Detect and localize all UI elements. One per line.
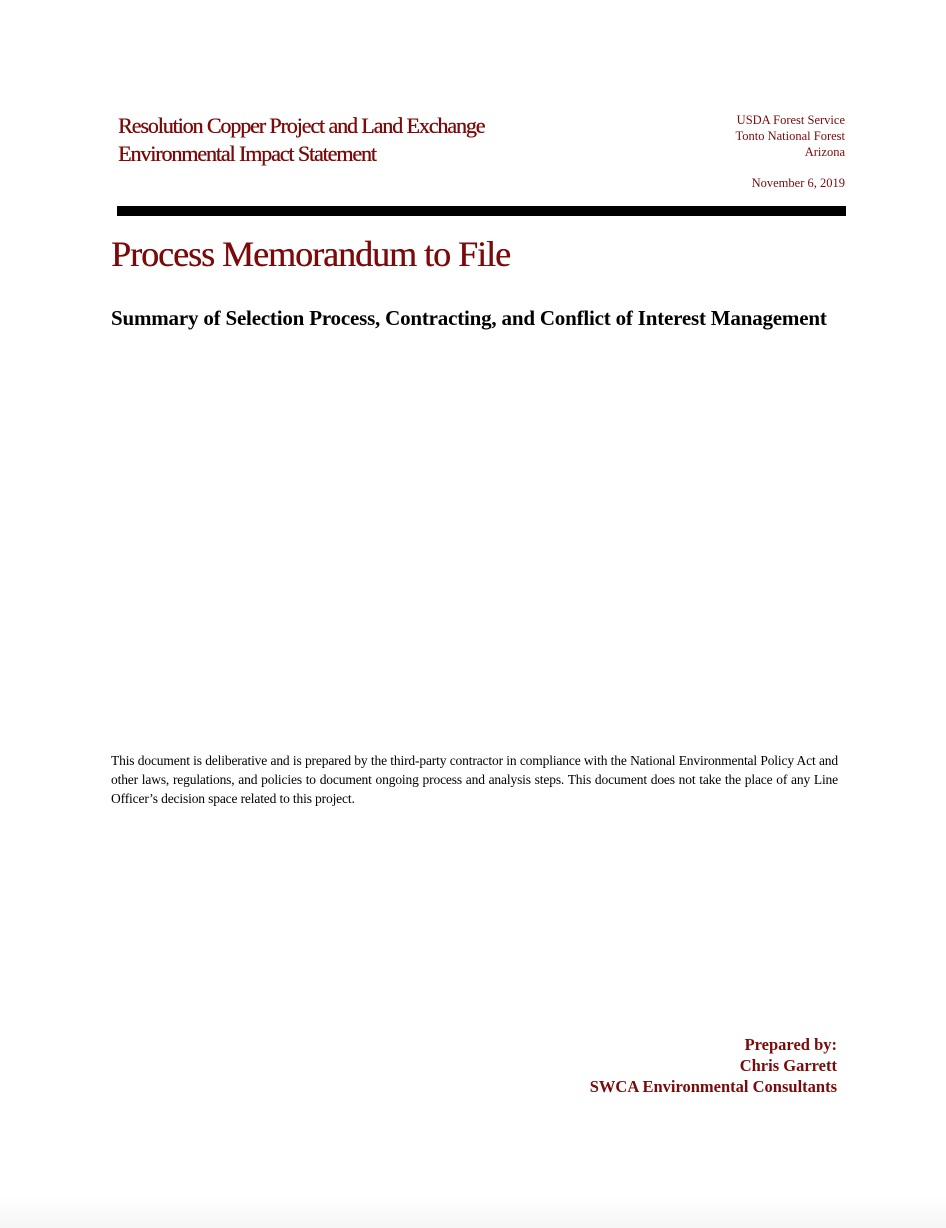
- prepared-by-block: [590, 1034, 837, 1097]
- project-title-line-1: Resolution Copper Project and Land Exchange: [118, 113, 485, 138]
- page-subtitle: Summary of Selection Process, Contracting, and Conflict of Interest Management: [111, 306, 827, 330]
- disclaimer-text: This document is deliberative and is prepared by the third-party contractor in compliance with the National Environmental Policy Act and other laws, regulations, and policies to document ongoing process and analysis steps. This document does not take the place of any Line Officer’s decision space related to this project.: [111, 753, 838, 806]
- organization-forest: Tonto National Forest: [735, 129, 845, 143]
- organization-agency: USDA Forest Service: [736, 113, 845, 127]
- document-date: November 6, 2019: [751, 176, 845, 190]
- project-title: [118, 112, 588, 168]
- organization-state: Arizona: [804, 145, 845, 159]
- prepared-by-label: Prepared by:: [744, 1035, 837, 1054]
- author-name: Chris Garrett: [739, 1056, 837, 1075]
- header-divider: [117, 206, 846, 216]
- organization-block: [735, 112, 845, 160]
- author-organization: SWCA Environmental Consultants: [589, 1077, 837, 1096]
- page-title: Process Memorandum to File: [111, 234, 510, 274]
- project-title-line-2: Environmental Impact Statement: [118, 141, 376, 166]
